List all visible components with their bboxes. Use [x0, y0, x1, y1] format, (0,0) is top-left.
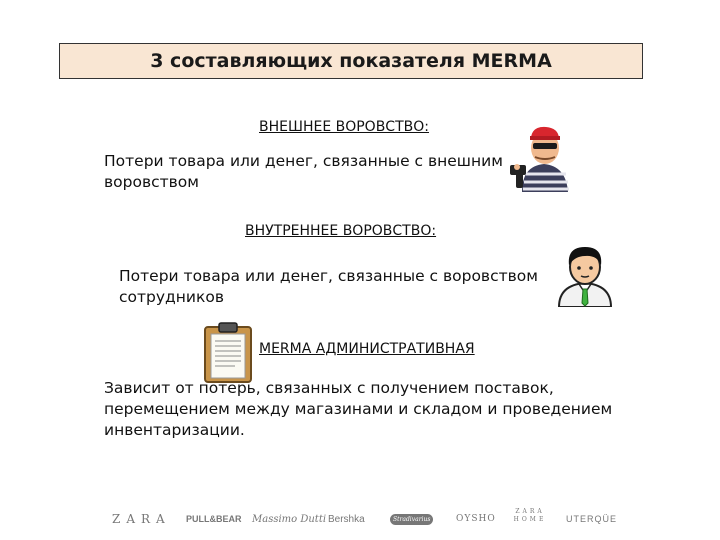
text-line: сотрудников	[119, 288, 224, 306]
external-theft-description	[104, 151, 503, 193]
page-title-box	[59, 43, 643, 79]
brand-logo-zara-home: ZARA HOME	[513, 508, 547, 523]
thief-icon	[508, 122, 580, 192]
brand-logo-oysho: OYSHO	[456, 514, 496, 524]
administrative-description	[104, 378, 612, 441]
brand-logo-bershka: Bershka	[328, 513, 365, 525]
text-line: инвентаризации.	[104, 421, 245, 439]
internal-theft-description	[119, 266, 538, 308]
text-line: Потери товара или денег, связанные с внешним	[104, 152, 503, 170]
brand-logo-pullbear: PULL&BEAR	[186, 514, 242, 524]
brand-logo-uterque: UTERQÜE	[566, 514, 618, 524]
brand-logo-massimo-dutti: Massimo Dutti	[252, 513, 327, 525]
administrative-heading: MERMA АДМИНИСТРАТИВНАЯ	[259, 341, 475, 357]
text-line: перемещением между магазинами и складом и проведением	[104, 400, 613, 418]
text-line: воровством	[104, 173, 199, 191]
text-line: Зависит от потерь, связанных с получением поставок,	[104, 379, 554, 397]
external-theft-heading: ВНЕШНЕЕ ВОРОВСТВО:	[259, 119, 429, 135]
brand-logos	[112, 508, 622, 530]
brand-logo-zara: ZARA	[112, 512, 171, 526]
brand-logo-stradivarius	[390, 508, 433, 530]
text-line: Потери товара или денег, связанные с воровством	[119, 267, 538, 285]
page-title: 3 составляющих показателя MERMA	[150, 50, 552, 72]
stradivarius-label: Stradivarius	[390, 514, 433, 525]
internal-theft-heading: ВНУТРЕННЕЕ ВОРОВСТВО:	[245, 223, 437, 239]
employee-icon	[553, 243, 617, 307]
clipboard-icon	[202, 321, 256, 383]
